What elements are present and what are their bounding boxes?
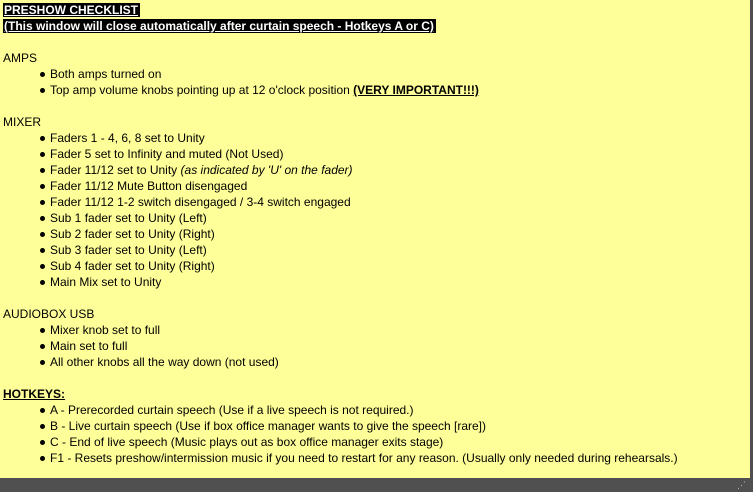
list-item-text: Both amps turned on [50,67,162,81]
list-item [38,434,678,450]
list-item [38,258,353,274]
list-item-text: B - Live curtain speech (Use if box office manager wants to give the speech [rare]) [50,419,486,433]
mixer-list [38,130,353,290]
list-item [38,210,353,226]
list-item-text: Mixer knob set to full [50,323,161,337]
list-item-text: Fader 11/12 1-2 switch disengaged / 3-4 switch engaged [50,195,351,209]
list-item-text: Sub 2 fader set to Unity (Right) [50,227,215,241]
list-item-text: Fader 11/12 set to Unity [50,163,178,177]
auto-close-notice: (This window will close automatically after curtain speech - Hotkeys A or C) [4,19,434,33]
list-item-text: Top amp volume knobs pointing up at 12 o'clock position [50,83,350,97]
audiobox-list [38,322,279,370]
list-item [38,130,353,146]
list-item-text: Main Mix set to Unity [50,275,162,289]
checklist-title: PRESHOW CHECKLIST [4,3,139,17]
list-item [38,274,353,290]
hotkeys-list [38,402,678,466]
list-item-text: F1 - Resets preshow/intermission music if you need to restart for any reason. (Usually only needed during rehearsals.) [50,451,678,465]
amps-list [38,66,479,98]
fader-note: (as indicated by 'U' on the fader) [180,163,353,177]
list-item [38,418,678,434]
amps-heading: AMPS [3,51,38,65]
list-item-text: Sub 1 fader set to Unity (Left) [50,211,207,225]
list-item-text: Fader 5 set to Infinity and muted (Not Used) [50,147,284,161]
mixer-heading: MIXER [3,115,42,129]
list-item [38,322,279,338]
important-warning: (VERY IMPORTANT!!!) [353,83,479,97]
list-item-text: A - Prerecorded curtain speech (Use if a live speech is not required.) [50,403,414,417]
audiobox-heading: AUDIOBOX USB [3,307,95,321]
list-item-text: Sub 4 fader set to Unity (Right) [50,259,215,273]
list-item-text: All other knobs all the way down (not used) [50,355,279,369]
list-item-text: Faders 1 - 4, 6, 8 set to Unity [50,131,205,145]
list-item [38,226,353,242]
list-item [38,450,678,466]
list-item [38,66,479,82]
list-item [38,178,353,194]
list-item [38,354,279,370]
list-item [38,194,353,210]
list-item [38,338,279,354]
list-item-text: Fader 11/12 Mute Button disengaged [50,179,248,193]
hotkeys-heading: HOTKEYS: [3,387,66,401]
list-item [38,242,353,258]
list-item [38,146,353,162]
list-item-text: Sub 3 fader set to Unity (Left) [50,243,207,257]
list-item [38,402,678,418]
resize-grip-icon[interactable]: ⋰ [737,480,746,490]
list-item-text: Main set to full [50,339,128,353]
list-item-text: C - End of live speech (Music plays out as box office manager exits stage) [50,435,444,449]
list-item [38,82,479,98]
list-item [38,162,353,178]
window-status-bar [0,478,750,492]
